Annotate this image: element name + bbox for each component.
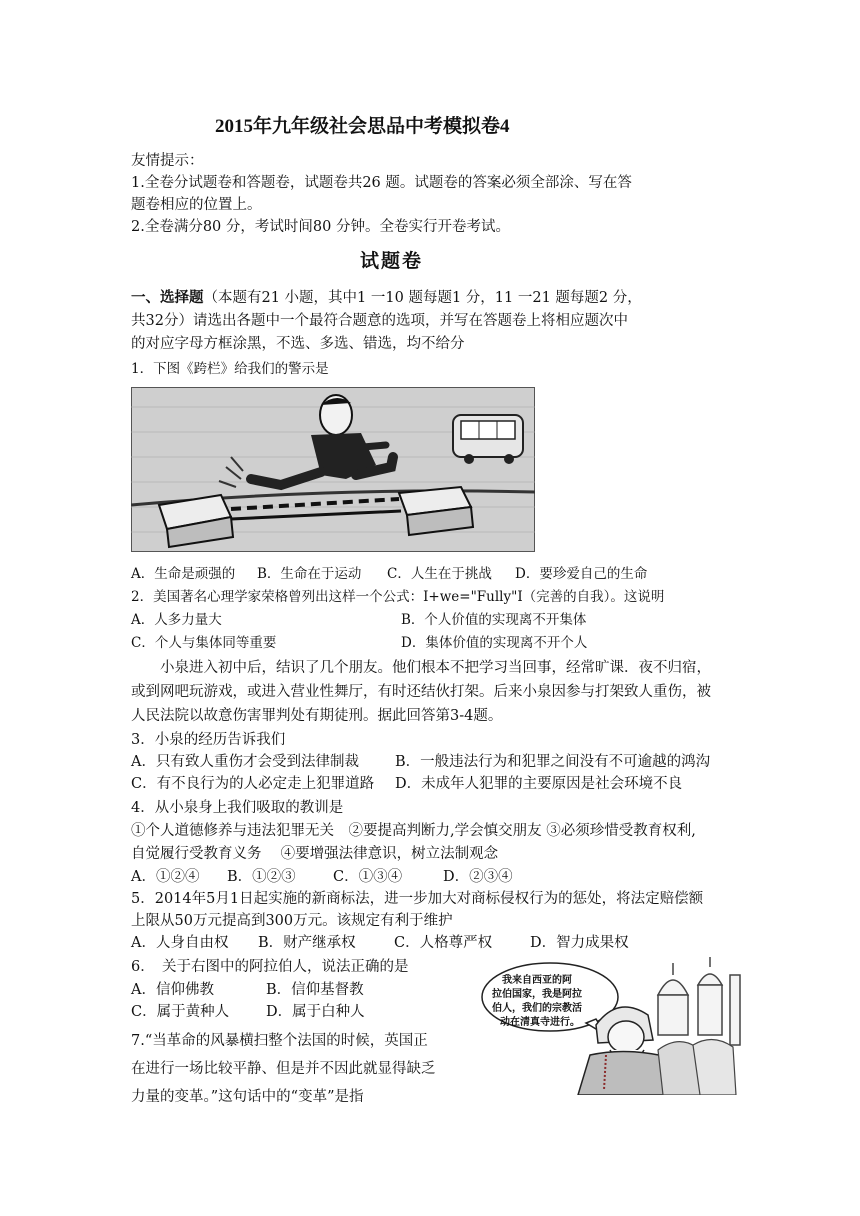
q6-options-row1 <box>131 979 364 1001</box>
q3-stem: 3．小泉的经历告诉我们 <box>131 732 286 748</box>
q1-option-b: B．生命在于运动 <box>257 566 362 582</box>
tips-heading: 友情提示： <box>131 153 204 169</box>
tips-line-1b: 题卷相应的位置上。 <box>131 197 262 213</box>
hurdle-cartoon-image <box>131 387 535 552</box>
section1-line-3: 的对应字母方框涂黑，不选、多选、错选，均不给分 <box>131 336 465 352</box>
bubble-line-4: 动在清真寺进行。 <box>500 1017 580 1028</box>
q4-option-d: D．②③④ <box>443 869 513 885</box>
q6-option-b: B．信仰基督教 <box>266 982 364 998</box>
bubble-line-2: 拉伯国家，我是阿拉 <box>492 989 582 1000</box>
q4-option-a: A．①②④ <box>131 869 200 885</box>
q3-options-row1 <box>131 751 710 773</box>
road-barrier-right <box>399 487 473 535</box>
q3-option-a: A．只有致人重伤才会受到法律制裁 <box>131 754 359 770</box>
section-title: 试题卷 <box>360 250 424 272</box>
q4-line-2: 自觉履行受教育义务 ④要增强法律意识，树立法制观念 <box>131 846 499 862</box>
section1-line-1 <box>131 287 642 309</box>
q6-options-row2 <box>131 1001 365 1023</box>
q5-option-c: C．人格尊严权 <box>394 935 493 951</box>
passage-line-1: 小泉进入初中后，结识了几个朋友。他们根本不把学习当回事，经常旷课．夜不归宿， <box>160 660 711 676</box>
q2-option-b: B．个人价值的实现离不开集体 <box>401 612 587 628</box>
section1-label: 一、选择题 <box>131 289 204 306</box>
arab-man-illustration <box>478 955 750 1095</box>
q3-option-b: B．一般违法行为和犯罪之间没有不可逾越的鸿沟 <box>395 754 711 770</box>
q5-line-2: 上限从50万元提高到300万元。该规定有利于维护 <box>131 913 453 929</box>
road-barrier-left <box>159 495 233 547</box>
passage-line-3: 人民法院以故意伤害罪判处有期徒刑。据此回答第3-4题。 <box>131 708 503 724</box>
q3-options-row2 <box>131 773 682 795</box>
bubble-line-1: 我来自西亚的阿 <box>502 975 572 986</box>
q7-line-2: 在进行一场比较平静、但是并不因此就显得缺乏 <box>131 1061 436 1077</box>
q4-options <box>131 866 513 888</box>
page-title: 2015年九年级社会思品中考模拟卷4 <box>215 116 510 137</box>
q1-stem: 1．下图《跨栏》给我们的警示是 <box>131 361 329 377</box>
bus-icon <box>453 415 523 464</box>
q6-option-c: C．属于黄种人 <box>131 1004 230 1020</box>
tips-line-1: 1.全卷分试题卷和答题卷，试题卷共26 题。试题卷的答案必须全部涂、写在答 <box>131 175 632 191</box>
section1-line-2: 共32分）请选出各题中一个最符合题意的选项，并写在答题卷上将相应题次中 <box>131 313 628 329</box>
q2-option-a: A．人多力量大 <box>131 612 222 628</box>
section1-line-1-rest: （本题有21 小题，其中1 一10 题每题1 分，11 一21 题每题2 分， <box>203 290 642 306</box>
q2-stem: 2．美国著名心理学家荣格曾列出这样一个公式：I+we="Fully"I（完善的自我）。这说明 <box>131 589 665 605</box>
q2-option-c: C．个人与集体同等重要 <box>131 635 277 651</box>
q1-option-c: C．人生在于挑战 <box>387 566 492 582</box>
passage-line-2: 或到网吧玩游戏，或进入营业性舞厅，有时还结伙打架。后来小泉因参与打架致人重伤，被 <box>131 684 711 700</box>
bubble-line-3: 伯人，我们的宗教活 <box>492 1003 582 1014</box>
q3-option-d: D．未成年人犯罪的主要原因是社会环境不良 <box>395 776 683 792</box>
q6-stem: 6． 关于右图中的阿拉伯人，说法正确的是 <box>131 959 409 975</box>
q6-option-a: A．信仰佛教 <box>131 982 214 998</box>
q3-option-c: C．有不良行为的人必定走上犯罪道路 <box>131 776 375 792</box>
q2-option-d: D．集体价值的实现离不开个人 <box>401 635 588 651</box>
mosque-icon <box>658 957 740 1045</box>
q2-options-row2 <box>131 632 587 654</box>
q6-option-d: D．属于白种人 <box>266 1004 365 1020</box>
q5-option-d: D．智力成果权 <box>530 935 629 951</box>
q2-options-row1 <box>131 609 586 631</box>
q5-line-1: 5．2014年5月1日起实施的新商标法，进一步加大对商标侵权行为的惩处，将法定赔偿额 <box>131 891 704 907</box>
q7-line-3: 力量的变革。”这句话中的“变革”是指 <box>131 1089 364 1105</box>
tips-line-2: 2.全卷满分80 分，考试时间80 分钟。全卷实行开卷考试。 <box>131 219 510 235</box>
q1-option-a: A．生命是顽强的 <box>131 566 236 582</box>
q1-option-d: D．要珍爱自己的生命 <box>515 566 648 582</box>
q5-options <box>131 932 629 954</box>
q5-option-b: B．财产继承权 <box>258 935 356 951</box>
q1-options <box>131 563 647 585</box>
q5-option-a: A．人身自由权 <box>131 935 229 951</box>
q4-line-1: ①个人道德修养与违法犯罪无关 ②要提高判断力,学会慎交朋友 ③必须珍惜受教育权利, <box>131 823 696 839</box>
q7-line-1: 7.“当革命的风暴横扫整个法国的时候，英国正 <box>131 1033 428 1049</box>
q4-option-c: C．①③④ <box>333 869 403 885</box>
q4-option-b: B．①②③ <box>227 869 296 885</box>
q4-stem: 4．从小泉身上我们吸取的教训是 <box>131 800 344 816</box>
